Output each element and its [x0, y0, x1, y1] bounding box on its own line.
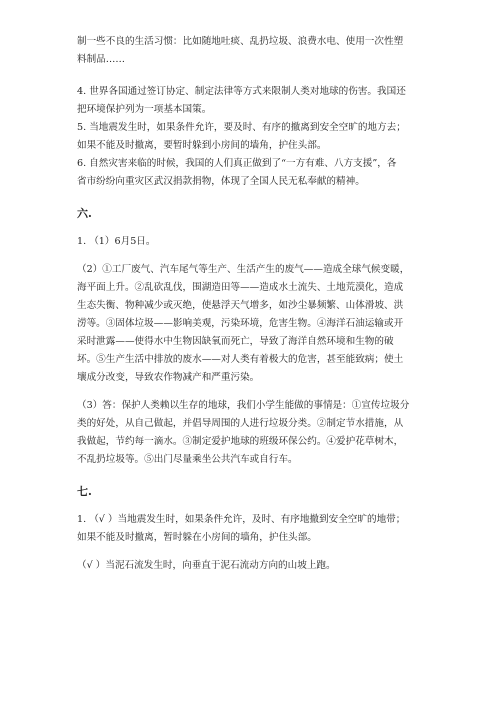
text-line: 壤成分改变，导致农作物减产和严重污染。 — [77, 372, 260, 383]
text-line: 如果不能及时撤离，要暂时躲到小房间的墙角，护住头部。 — [77, 140, 327, 151]
text-line: 省市纷纷向重灾区武汉捐款捐物，体现了全国人民无私奉献的精神。 — [77, 176, 365, 187]
text-line: 料制品…… — [77, 54, 125, 65]
answer-7-2: （√ ）当泥石流发生时，向垂直于泥石流动方向的山坡上跑。 — [77, 560, 336, 571]
text-line: 生态失衡、物种减少或灭绝，使悬浮天气增多，如沙尘暴频繁、山体滑坡、洪 — [77, 300, 404, 311]
text-line: 5. 当地震发生时，如果条件允许，要及时、有序的撤离到安全空旷的地方去； — [77, 122, 406, 133]
text-line: 采时泄露——使得水中生物因缺氧而死亡，导致了海洋自然环境和生物的破 — [77, 336, 394, 347]
answer-6-1: 1. （1）6月5日。 — [77, 236, 156, 247]
text-line: 涝等。③固体垃圾——影响美观，污染环境，危害生物。④海洋石油运输或开 — [77, 318, 404, 329]
section-heading-6: 六. — [77, 207, 92, 220]
text-line: 制一些不良的生活习惯：比如随地吐痰、乱扔垃圾、浪费水电、使用一次性塑 — [77, 36, 404, 47]
text-line: 类的好处，从自己做起，并倡导周围的人进行垃圾分类。②制定节水措施，从 — [77, 418, 404, 429]
answer-6-3 — [77, 397, 428, 469]
answer-block-4-6 — [77, 83, 428, 191]
text-line: 坏。⑤生产生活中排放的废水——对人类有着极大的危害，甚至能致病；使土 — [77, 354, 404, 365]
text-line: 海平面上升。②乱砍乱伐，围湖造田等——造成水土流失、土地荒漠化，造成 — [77, 282, 404, 293]
text-line: 6. 自然灾害来临的时候，我国的人们真正做到了“一方有难、八方支援”，各 — [77, 158, 397, 169]
section-heading-7: 七. — [77, 485, 92, 498]
text-line: 不乱扔垃圾等。⑤出门尽量乘坐公共汽车或自行车。 — [77, 454, 298, 465]
answer-block-continued — [77, 33, 428, 69]
text-line: 如果不能及时撤离，暂时躲在小房间的墙角，护住头部。 — [77, 532, 317, 543]
answer-6-2 — [77, 261, 428, 387]
text-line: （3）答：保护人类赖以生存的地球，我们小学生能做的事情是：①宣传垃圾分 — [77, 400, 410, 411]
answer-7-1 — [77, 511, 428, 547]
text-line: 把环境保护列为一项基本国策。 — [77, 104, 212, 115]
text-line: 1. （√ ）当地震发生时，如果条件允许，及时、有序地撤到安全空旷的地带； — [77, 514, 406, 525]
text-line: 我做起，节约每一滴水。③制定爱护地球的班级环保公约。④爱护花草树木， — [77, 436, 404, 447]
text-line: 4. 世界各国通过签订协定、制定法律等方式来限制人类对地球的伤害。我国还 — [77, 86, 406, 97]
text-line: （2）①工厂废气、汽车尾气等生产、生活产生的废气——造成全球气候变暖， — [77, 264, 410, 275]
